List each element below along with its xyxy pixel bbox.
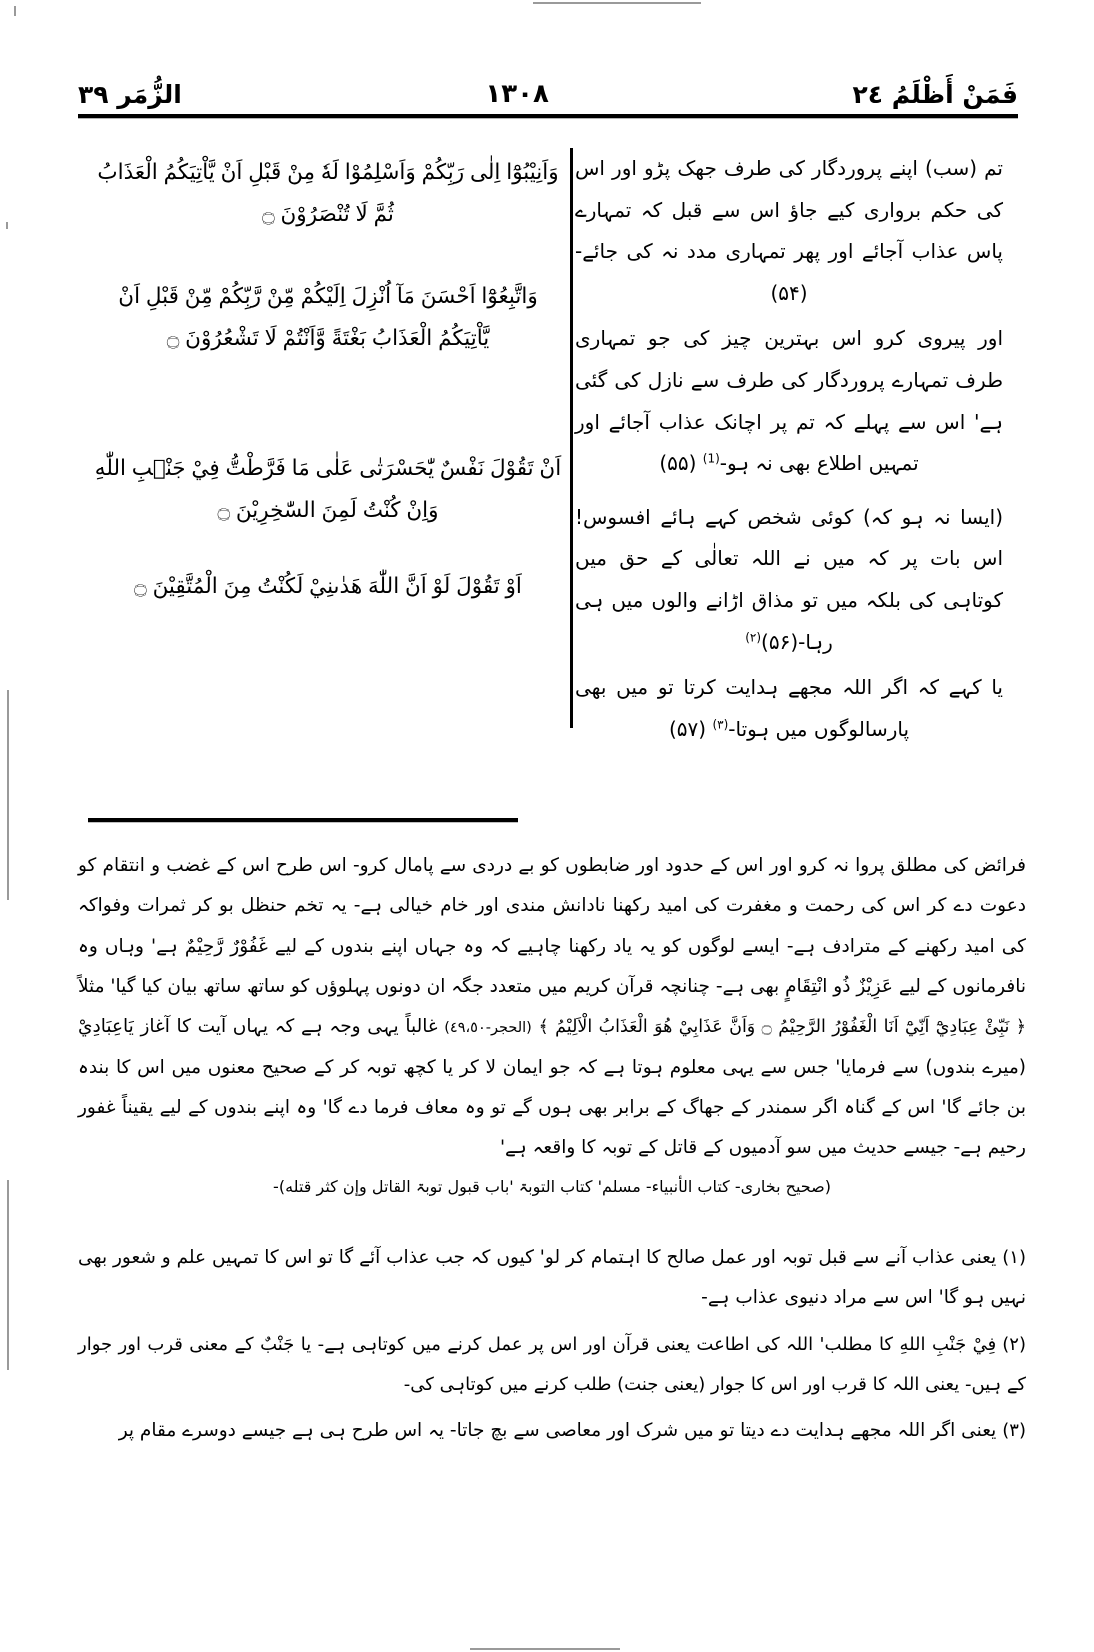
footnote-ref-3: (۳) (712, 717, 729, 732)
para-name-right: فَمَنْ أَظْلَمُ ٢٤ (852, 79, 1018, 109)
ayah-55: وَاتَّبِعُوْٓا اَحْسَنَ مَآ اُنْزِلَ اِلَيْكُمْ مِّنْ رَّبِّكُمْ مِّنْ قَبْلِ اَنْ يَّاْتِيَكُمُ الْعَذَابُ بَغْتَةً وَّاَنْتُمْ لَا تَشْعُرُوْنَ ۝ (118, 283, 538, 351)
commentary-divider-rule (88, 818, 518, 822)
column-divider-line (570, 148, 573, 728)
header-divider-rule (78, 114, 1018, 118)
ayah-number-57: (۵۷) (668, 716, 707, 741)
commentary-quote-reference: (الحجر-٤٩،٥٠) (444, 1020, 532, 1037)
ayah-54: وَاَنِيْبُوْٓا اِلٰى رَبِّكُمْ وَاَسْلِمُوْا لَهٗ مِنْ قَبْلِ اَنْ يَّاْتِيَكُمُ الْعَذَابُ ثُمَّ لَا تُنْصَرُوْنَ ۝ (97, 160, 559, 227)
footnote-2 (78, 1325, 1026, 1406)
footnote-3 (78, 1411, 1026, 1451)
footnote-1-number: (١) (1002, 1247, 1026, 1268)
footnote-ref-2: (۲) (745, 629, 762, 644)
commentary-text-part1: فرائض کی مطلق پروا نہ کرو اور اس کے حدود اور ضابطوں کو بے دردی سے پامال کرو- اس طرح اس کے غضب و انتقام کو دعوت دے کر اس کی رحمت و مغفرت کی امید رکھنا نادانش مندی اور خام خیالی ہے- یہ تخم حنظل بو کر ثمرات وفواکہ کی امید رکھنے کے مترادف ہے- ایسے لوگوں کو یہ یاد رکھنا چاہیے کہ وہ جہاں اپنے بندوں کے لیے غَفُوْرٌ رَّحِيْمٌ ہے' وہاں وہ نافرمانوں کے لیے عَزِيْزٌ ذُو انْتِقَامٍ بھی ہے- چنانچہ قرآن کریم میں متعدد جگہ ان دونوں پہلوؤں کو ساتھ ساتھ بیان کیا گیا' مثلاً (78, 855, 1026, 997)
page-number: ١٣٠٨ (485, 78, 549, 109)
scan-artifact-left-d (7, 1180, 9, 1370)
hadith-reference: (صحیح بخاری- کتاب الأنبیاء- مسلم' کتاب التوبۃ 'باب قبول توبۃ القاتل وإن کثر قتله)- (273, 1176, 831, 1196)
page-header-row (78, 62, 1018, 108)
commentary-paragraph (78, 846, 1026, 1169)
commentary-quran-quote: ﴿ نَبِّئْ عِبَادِيْٓ اَنِّيْٓ اَنَا الْغَفُوْرُ الرَّحِيْمُ ۝ وَاَنَّ عَذَابِيْ هُوَ الْعَذَابُ الْاَلِيْمُ ﴾ (538, 1017, 1026, 1038)
footnote-ref-1: (1) (702, 451, 720, 466)
scan-artifact-left-c (7, 690, 9, 900)
scan-artifact-left-a (14, 6, 16, 16)
urdu-translation-56-text: (ایسا نہ ہو کہ) کوئی شخص کہے ہائے افسوس! اس بات پر کہ میں نے اللہ تعالٰی کے حق میں کوتاہی کی بلکہ میں تو مذاق اڑانے والوں میں ہی رہا-(۵۶) (575, 504, 1003, 654)
urdu-translation-56 (575, 497, 1003, 663)
urdu-translation-57-text: یا کہے کہ اگر اللہ مجھے ہدایت کرتا تو میں بھی پارسالوگوں میں ہوتا- (575, 675, 1003, 741)
ayah-number-55: (۵۵) (659, 451, 697, 476)
surah-name-left: الزُّمَر ٣٩ (78, 79, 182, 109)
scan-artifact-bottom (470, 1648, 620, 1650)
arabic-verse-column (78, 146, 570, 746)
footnotes-section (78, 1238, 1026, 1452)
commentary-section (78, 846, 1026, 1202)
footnote-2-number: (٢) (1002, 1333, 1026, 1355)
urdu-translation-57 (575, 667, 1003, 750)
footnote-3-text: یعنی اگر اللہ مجھے ہدایت دے دیتا تو میں شرک اور معاصی سے بچ جاتا- یہ اس طرح ہی ہے جیسے دوسرے مقام پر (118, 1420, 997, 1442)
urdu-translation-column (573, 146, 1021, 746)
footnote-1-text: یعنی عذاب آنے سے قبل توبہ اور عمل صالح کا اہتمام کر لو' کیوں کہ جب عذاب آئے گا تو اس کا تمہیں علم و شعور بھی نہیں ہو گا' اس سے مراد دنیوی عذاب ہے- (78, 1247, 1026, 1309)
scan-artifact-top (533, 2, 701, 4)
footnote-1 (78, 1238, 1026, 1319)
commentary-text-part2: غالباً یہی وجہ ہے کہ یہاں آیت کا آغاز يَاعِبَادِيْ (میرے بندوں) سے فرمایا' جس سے یہی معلوم ہوتا ہے کہ جو ایمان لا کر یا کچھ توبہ کر کے صحیح معنوں میں اس کا بندہ بن جائے گا' اس کے گناہ اگر سمندر کے جھاگ کے برابر بھی ہوں گے تو وہ معاف فرما دے گا' وہ اپنے بندوں کے لیے یقیناً غفور رحیم ہے- جیسے حدیث میں سو آدمیوں کے قاتل کے توبہ کا واقعہ ہے' (78, 1016, 1026, 1159)
footnote-2-text: فِيْ جَنْبِ اللهِ کا مطلب' اللہ کی اطاعت یعنی قرآن اور اس پر عمل کرنے میں کوتاہی ہے- یا جَنْبٌ کے معنی قرب اور جوار کے ہیں- یعنی اللہ کا قرب اور اس کا جوار (یعنی جنت) طلب کرنے میں کوتاہی کی- (78, 1333, 1026, 1395)
ayah-56: اَنْ تَقُوْلَ نَفْسٌ يّٰحَسْرَتٰى عَلٰى مَا فَرَّطْتُّ فِيْ جَنْۢبِ اللّٰهِ وَاِنْ كُنْتُ لَمِنَ السّٰخِرِيْنَ ۝ (94, 455, 562, 523)
footnote-3-number: (٣) (1002, 1420, 1026, 1442)
page-header (78, 62, 1018, 120)
ayah-57: اَوْ تَقُوْلَ لَوْ اَنَّ اللّٰهَ هَدٰىنِيْ لَكُنْتُ مِنَ الْمُتَّقِيْنَ ۝ (134, 573, 522, 599)
verse-translation-block (78, 146, 1024, 746)
urdu-translation-55 (575, 318, 1003, 484)
urdu-translation-54: تم (سب) اپنے پروردگار کی طرف جھک پڑو اور اس کی حکم برواری کیے جاؤ اس سے قبل کہ تمہارے پاس عذاب آجائے اور پھر تمہاری مدد نہ کی جائے- (۵۴) (575, 156, 1003, 305)
urdu-translation-55-text: اور پیروی کرو اس بہترین چیز کی جو تمہاری طرف تمہارے پروردگار کی طرف سے نازل کی گئی ہے' اس سے پہلے کہ تم پر اچانک عذاب آجائے اور تمہیں اطلاع بھی نہ ہو- (575, 326, 1003, 476)
scan-artifact-left-b (6, 222, 8, 229)
